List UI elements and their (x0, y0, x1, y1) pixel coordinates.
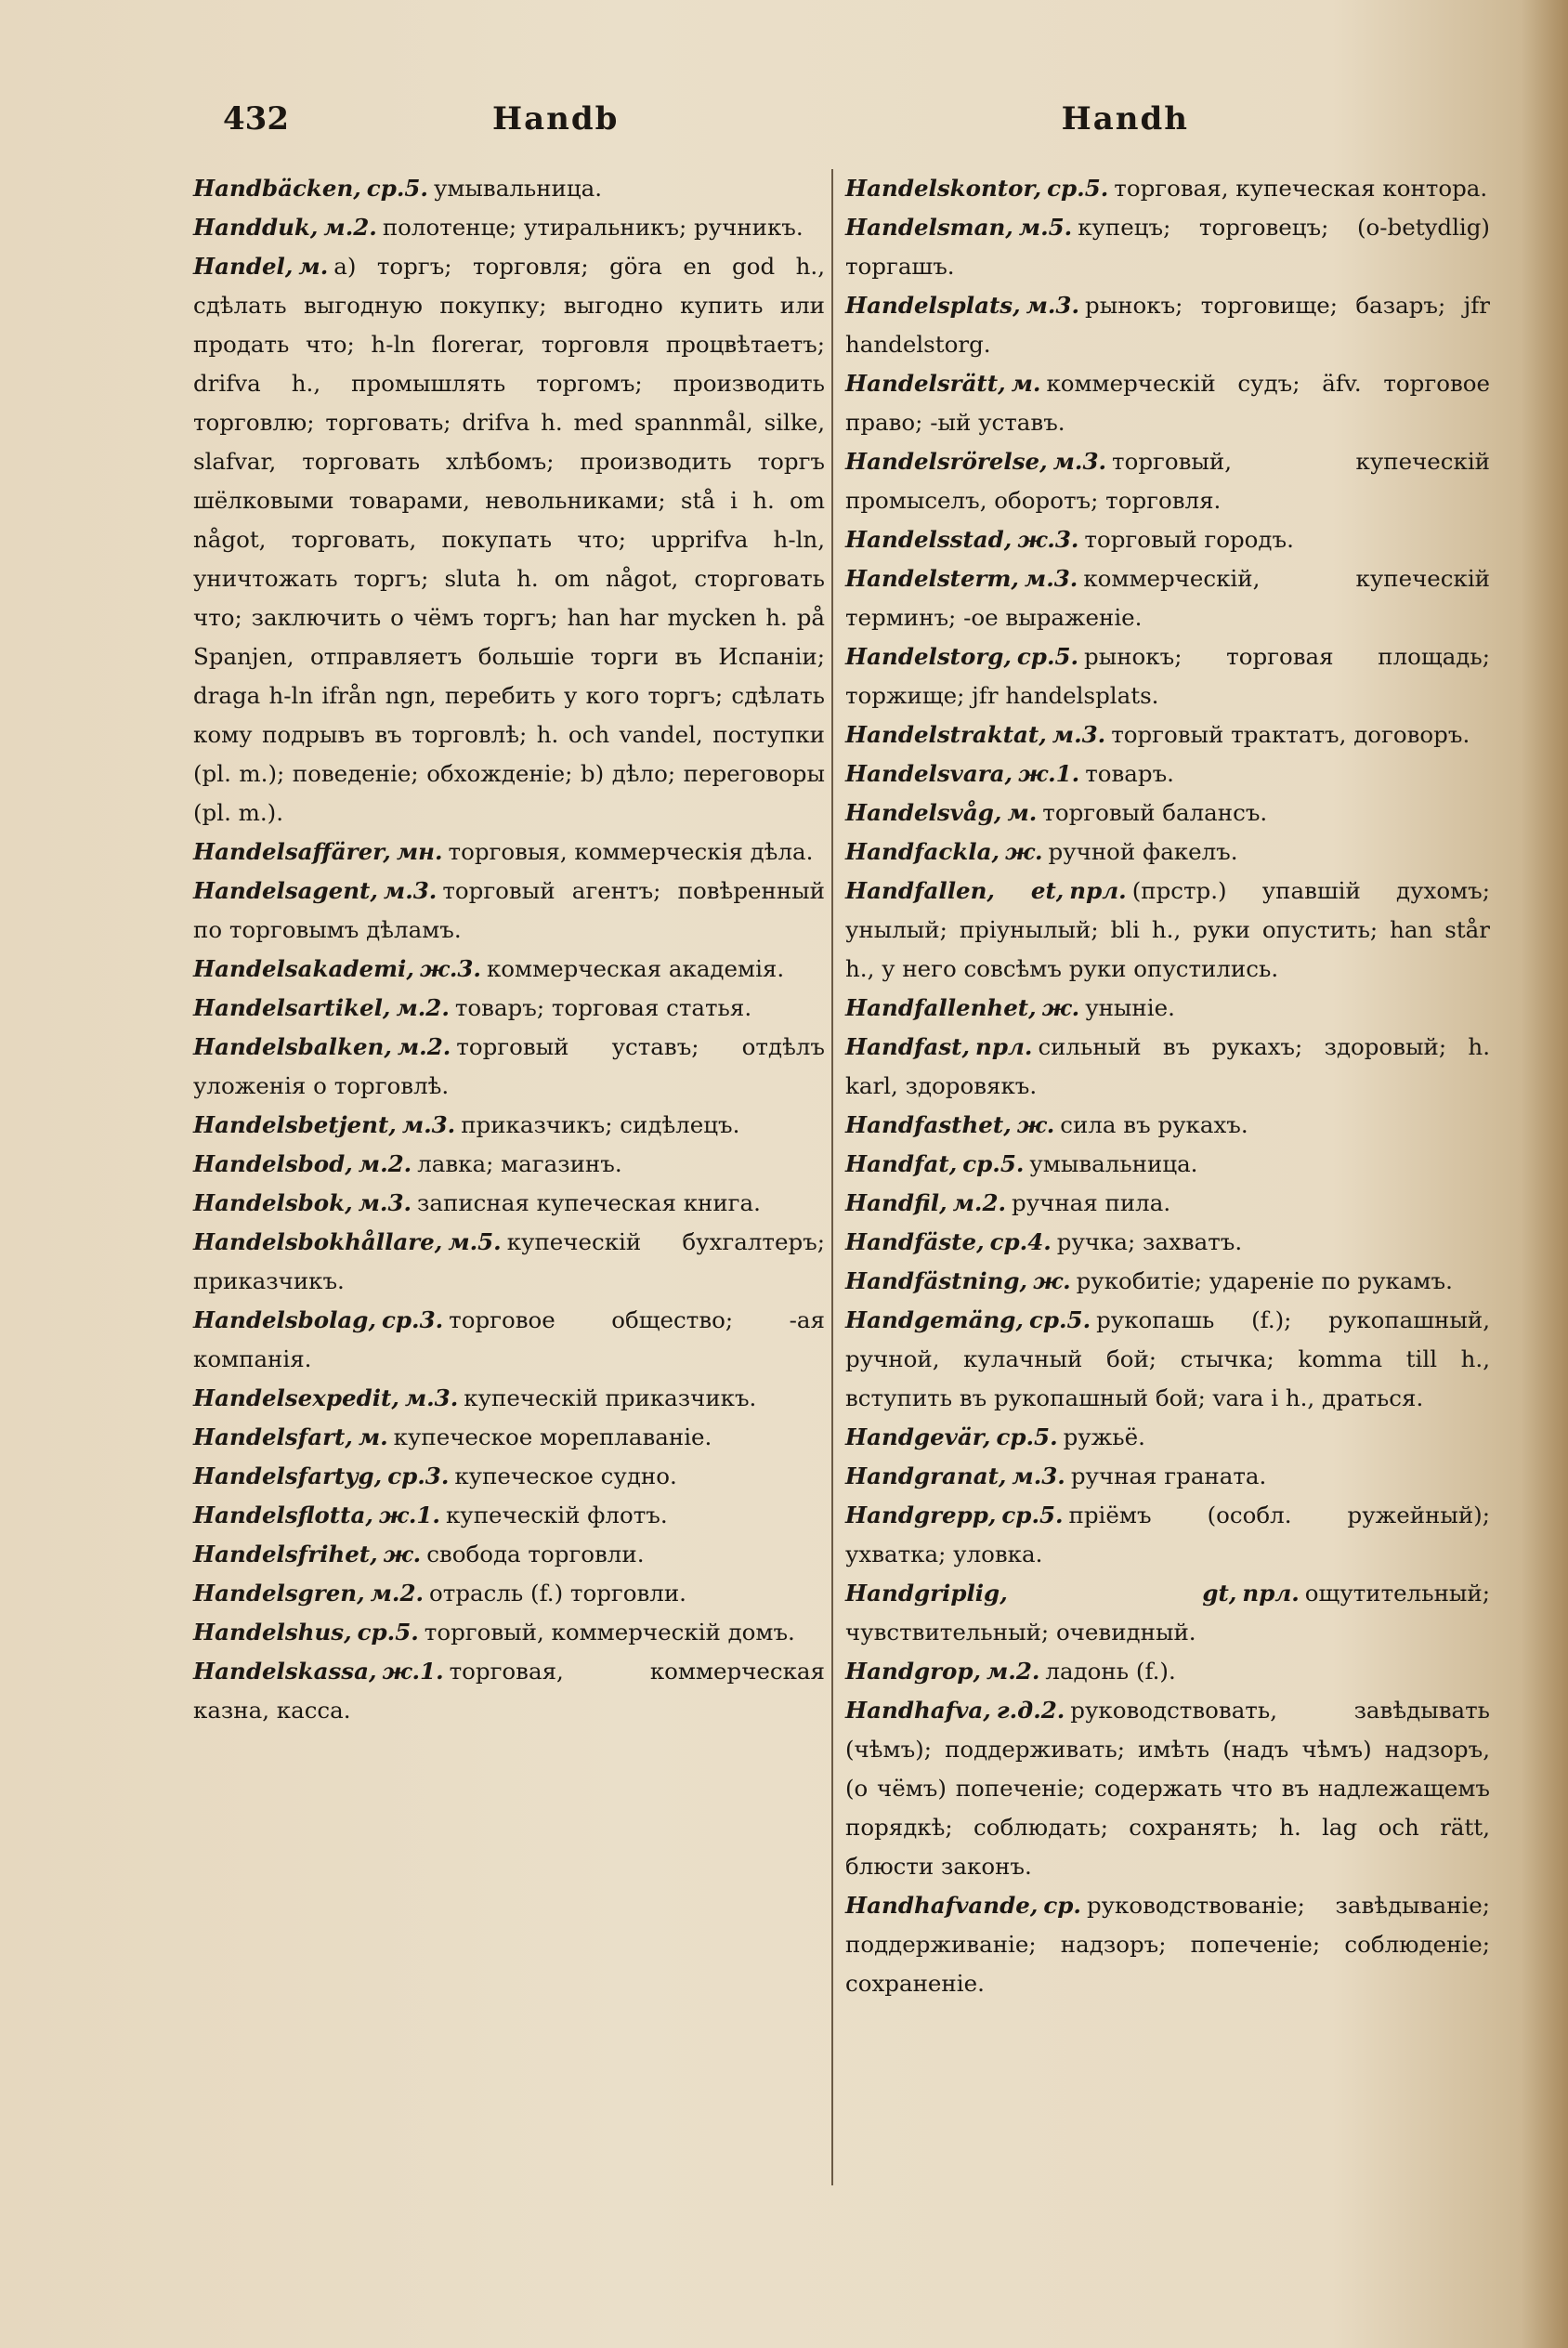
dictionary-entry (845, 208, 1490, 286)
definition: ручка; захватъ. (1056, 1228, 1243, 1255)
left-column (193, 169, 825, 1730)
headword: Handelskontor, (845, 175, 1042, 202)
grammar-label: ж.1. (1018, 760, 1080, 787)
definition: торговое общество; -ая компанія. (193, 1306, 825, 1372)
grammar-label: ср.5. (1016, 643, 1079, 670)
definition: торговый городъ. (1084, 526, 1294, 553)
grammar-label: ж. (1005, 838, 1043, 865)
headword: Handelsexpedit, (193, 1384, 399, 1411)
dictionary-entry (845, 754, 1490, 794)
definition: умывальница. (1029, 1150, 1198, 1177)
definition: коммерческій, купеческій терминъ; -ое выраженіе. (845, 565, 1490, 631)
dictionary-entry (845, 1418, 1490, 1457)
definition: торговая, купеческая контора. (1114, 175, 1488, 202)
grammar-label: м.2. (397, 1033, 451, 1060)
grammar-label: м.3. (1052, 721, 1106, 748)
definition: купеческій приказчикъ. (464, 1384, 757, 1411)
headword: Handelsflotta, (193, 1502, 373, 1528)
headword: Handelsplats, (845, 292, 1021, 319)
definition: приказчикъ; сидѣлецъ. (461, 1111, 740, 1138)
dictionary-entry (845, 637, 1490, 715)
definition: записная купеческая книга. (417, 1189, 761, 1216)
dictionary-entry (193, 1496, 825, 1535)
dictionary-entry (845, 1145, 1490, 1184)
grammar-label: м. (298, 253, 329, 280)
definition: рынокъ; торговая площадь; торжище; jfr handelsplats. (845, 643, 1490, 709)
definition: товаръ; торговая статья. (454, 994, 752, 1021)
grammar-label: м.2. (952, 1189, 1007, 1216)
headword: Handduk, (193, 214, 319, 241)
headword: Handgrop, (845, 1658, 982, 1685)
headword: Handelsrörelse, (845, 448, 1048, 475)
headword: Handhafvande, (845, 1892, 1039, 1919)
right-running-head: Handh (1061, 100, 1189, 138)
definition: коммерческій судъ; äfv. торговое право; -ый уставъ. (845, 370, 1490, 436)
dictionary-entry (193, 1457, 825, 1496)
grammar-label: м. (358, 1423, 388, 1450)
definition: a) торгъ; торговля; göra en god h., сдѣлать выгодную покупку; выгодно купить или продать что; h-ln florerar, торговля процвѣтаетъ; drifva h., промышлять торгомъ; производить торговлю; торговать; drifva h. med spannmål, silke, slafvar, торговать хлѣбомъ; производить торгъ шёлковыми товарами, невольниками; stå i h. om något, торговать, покупать что; upprifva h-ln, уничтожать торгъ; sluta h. om något, сторговать что; заключить о чёмъ торгъ; han har mycken h. på Spanjen, отправляетъ большіе торги въ Испаніи; draga h-ln ifrån ngn, перебить у кого торгъ; сдѣлать кому подрывъ въ торговлѣ; h. och vandel, поступки (pl. m.); поведеніе; обхожденіе; b) дѣло; переговоры (pl. m.). (193, 253, 825, 826)
grammar-label: м. (1007, 799, 1038, 826)
headword: Handelsartikel, (193, 994, 391, 1021)
dictionary-entry (193, 1223, 825, 1301)
grammar-label: м.5. (1018, 214, 1073, 241)
headword: Handelsbod, (193, 1150, 353, 1177)
dictionary-entry (845, 794, 1490, 833)
dictionary-entry (193, 1535, 825, 1574)
headword: Handfallen, et, (845, 877, 1065, 904)
grammar-label: ср.3. (381, 1306, 444, 1333)
headword: Handgriplig, gt, (845, 1580, 1237, 1607)
grammar-label: ср.5. (366, 175, 428, 202)
headword: Handelsagent, (193, 877, 378, 904)
dictionary-entry (845, 872, 1490, 989)
dictionary-entry (845, 169, 1490, 208)
grammar-label: ср.3. (387, 1463, 450, 1489)
headword: Handbäcken, (193, 175, 361, 202)
definition: руководствовать, завѣдывать (чѣмъ); поддерживать; имѣть (надъ чѣмъ) надзоръ, (о чёмъ) попеченіе; содержать что въ надлежащемъ порядкѣ; соблюдать; сохранять; h. lag och rätt, блюсти законъ. (845, 1697, 1490, 1880)
grammar-label: ср.5. (1047, 175, 1109, 202)
definition: рукопашь (f.); рукопашный, ручной, кулачный бой; стычка; komma till h., вступить въ рукопашный бой; vara i h., драться. (845, 1306, 1490, 1411)
definition: ручная пила. (1012, 1189, 1171, 1216)
grammar-label: мн. (396, 838, 443, 865)
dictionary-entry (845, 1691, 1490, 1886)
definition: торговый, купеческій промыселъ, оборотъ; торговля. (845, 448, 1490, 514)
headword: Handelsterm, (845, 565, 1019, 592)
definition: купеческое мореплаваніе. (393, 1423, 712, 1450)
grammar-label: м.3. (404, 1384, 459, 1411)
headword: Handelsvara, (845, 760, 1013, 787)
dictionary-entry (845, 1886, 1490, 2003)
headword: Handfast, (845, 1033, 971, 1060)
dictionary-entry (193, 872, 825, 950)
definition: торговый балансъ. (1042, 799, 1268, 826)
definition: сила въ рукахъ. (1060, 1111, 1248, 1138)
grammar-label: м.2. (987, 1658, 1040, 1685)
grammar-label: г.д.2. (996, 1697, 1065, 1724)
headword: Handel, (193, 253, 294, 280)
headword: Handelsbok, (193, 1189, 353, 1216)
headword: Handelsvåg, (845, 799, 1002, 826)
headword: Handelsfartyg, (193, 1463, 383, 1489)
grammar-label: м.5. (448, 1228, 502, 1255)
left-running-head: Handb (492, 100, 620, 138)
dictionary-entry (845, 989, 1490, 1028)
grammar-label: ср.5. (996, 1423, 1058, 1450)
definition: отрасль (f.) торговли. (429, 1580, 686, 1607)
grammar-label: ж. (1033, 1267, 1071, 1294)
definition: рынокъ; торговище; базаръ; jfr handelstorg. (845, 292, 1490, 358)
definition: ручная граната. (1070, 1463, 1267, 1489)
dictionary-entry (193, 1379, 825, 1418)
dictionary-entry (193, 247, 825, 833)
definition: торговый, коммерческій домъ. (424, 1619, 795, 1646)
grammar-label: м.3. (1052, 448, 1107, 475)
headword: Handfat, (845, 1150, 958, 1177)
grammar-label: м.2. (370, 1580, 425, 1607)
definition: (прстр.) упавшій духомъ; унылый; пріунылый; bli h., руки опустить; han står h., у него совсѣмъ руки опустились. (845, 877, 1491, 982)
headword: Handelsman, (845, 214, 1013, 241)
grammar-label: м.2. (396, 994, 450, 1021)
grammar-label: м. (1011, 370, 1041, 397)
definition: свобода торговли. (426, 1541, 645, 1568)
grammar-label: м.3. (1012, 1463, 1065, 1489)
headword: Handelsakademi, (193, 955, 414, 982)
headword: Handelsstad, (845, 526, 1013, 553)
headword: Handfasthet, (845, 1111, 1012, 1138)
definition: руководствованіе; завѣдываніе; поддерживаніе; надзоръ; попеченіе; соблюденіе; сохраненіе. (845, 1892, 1490, 1997)
running-header (223, 100, 1189, 147)
grammar-label: ср.5. (962, 1150, 1025, 1177)
dictionary-entry (845, 520, 1490, 559)
definition: торговая, коммерческая казна, касса. (193, 1658, 825, 1724)
headword: Handfäste, (845, 1228, 985, 1255)
dictionary-entry (193, 208, 825, 247)
dictionary-entry (193, 1652, 825, 1730)
grammar-label: ж. (383, 1541, 422, 1568)
dictionary-entry (845, 1262, 1490, 1301)
grammar-label: ж.1. (378, 1502, 440, 1528)
headword: Handgevär, (845, 1423, 991, 1450)
definition: коммерческая академія. (486, 955, 785, 982)
dictionary-entry (845, 559, 1490, 637)
dictionary-entry (845, 1184, 1490, 1223)
headword: Handfackla, (845, 838, 1000, 865)
grammar-label: м.3. (358, 1189, 412, 1216)
grammar-label: ср.5. (1028, 1306, 1091, 1333)
grammar-label: м.2. (358, 1150, 412, 1177)
headword: Handhafva, (845, 1697, 991, 1724)
dictionary-entry (193, 169, 825, 208)
definition: умывальница. (433, 175, 603, 202)
definition: торговыя, коммерческія дѣла. (448, 838, 814, 865)
dictionary-entry (193, 1028, 825, 1106)
headword: Handelstraktat, (845, 721, 1047, 748)
definition: лавка; магазинъ. (417, 1150, 622, 1177)
definition: торговый уставъ; отдѣлъ уложенія о торговлѣ. (193, 1033, 825, 1099)
grammar-label: ж. (1041, 994, 1080, 1021)
headword: Handelstorg, (845, 643, 1012, 670)
dictionary-entry (193, 1106, 825, 1145)
grammar-label: м.3. (1024, 565, 1078, 592)
headword: Handelsfart, (193, 1423, 353, 1450)
definition: ощутительный; чувствительный; очевидный. (845, 1580, 1490, 1646)
headword: Handelskassa, (193, 1658, 377, 1685)
dictionary-entry (845, 364, 1490, 442)
headword: Handfil, (845, 1189, 947, 1216)
headword: Handfästning, (845, 1267, 1028, 1294)
dictionary-entry (193, 1574, 825, 1613)
headword: Handelsbolag, (193, 1306, 376, 1333)
headword: Handelsbetjent, (193, 1111, 397, 1138)
dictionary-entry (845, 715, 1490, 754)
definition: купеческій бухгалтеръ; приказчикъ. (193, 1228, 825, 1294)
definition: товаръ. (1085, 760, 1174, 787)
dictionary-entry (845, 833, 1490, 872)
dictionary-entry (193, 1301, 825, 1379)
grammar-label: ж.3. (1017, 526, 1079, 553)
headword: Handgrepp, (845, 1502, 997, 1528)
headword: Handelsaffärer, (193, 838, 391, 865)
headword: Handgranat, (845, 1463, 1007, 1489)
definition: рукобитіе; удареніе по рукамъ. (1076, 1267, 1453, 1294)
headword: Handelsgren, (193, 1580, 365, 1607)
dictionary-entry (845, 1496, 1490, 1574)
definition: ладонь (f.). (1045, 1658, 1176, 1685)
headword: Handelsrätt, (845, 370, 1006, 397)
definition: торговый трактатъ, договоръ. (1111, 721, 1470, 748)
dictionary-entry (193, 1418, 825, 1457)
dictionary-entry (845, 1457, 1490, 1496)
dictionary-entry (845, 1106, 1490, 1145)
right-column (845, 169, 1490, 2003)
dictionary-entry (193, 1184, 825, 1223)
grammar-label: м.2. (323, 214, 377, 241)
grammar-label: ж. (1016, 1111, 1055, 1138)
dictionary-entry (845, 442, 1490, 520)
dictionary-entry (193, 833, 825, 872)
grammar-label: ср.5. (357, 1619, 419, 1646)
headword: Handelsbokhållare, (193, 1228, 443, 1255)
dictionary-entry (845, 1301, 1490, 1418)
definition: купеческое судно. (454, 1463, 677, 1489)
definition: уныніе. (1085, 994, 1175, 1021)
dictionary-entry (845, 1028, 1490, 1106)
grammar-label: ж.1. (382, 1658, 444, 1685)
headword: Handgemäng, (845, 1306, 1024, 1333)
definition: купеческій флотъ. (445, 1502, 668, 1528)
grammar-label: прл. (975, 1033, 1033, 1060)
dictionary-entry (193, 1145, 825, 1184)
dictionary-entry (845, 286, 1490, 364)
dictionary-entry (845, 1574, 1490, 1652)
headword: Handelsfrihet, (193, 1541, 378, 1568)
grammar-label: ср.5. (1001, 1502, 1064, 1528)
grammar-label: м.3. (1026, 292, 1080, 319)
dictionary-entry (845, 1652, 1490, 1691)
definition: полотенце; утиральникъ; ручникъ. (382, 214, 804, 241)
headword: Handfallenhet, (845, 994, 1037, 1021)
dictionary-entry (193, 950, 825, 989)
definition: торговый агентъ; повѣренный по торговымъ дѣламъ. (193, 877, 825, 943)
definition: купецъ; торговецъ; (o-betydlig) торгашъ. (845, 214, 1490, 280)
dictionary-entry (845, 1223, 1490, 1262)
grammar-label: прл. (1069, 877, 1127, 904)
grammar-label: ср. (1043, 1892, 1081, 1919)
column-divider (831, 169, 833, 2185)
definition: ружьё. (1063, 1423, 1145, 1450)
definition: сильный въ рукахъ; здоровый; h. karl, здоровякъ. (845, 1033, 1490, 1099)
headword: Handelsbalken, (193, 1033, 392, 1060)
grammar-label: прл. (1242, 1580, 1300, 1607)
grammar-label: м.3. (383, 877, 438, 904)
grammar-label: ж.3. (419, 955, 481, 982)
definition: пріёмъ (особл. ружейный); ухватка; уловка. (845, 1502, 1490, 1568)
headword: Handelshus, (193, 1619, 352, 1646)
grammar-label: ср.4. (989, 1228, 1052, 1255)
dictionary-entry (193, 989, 825, 1028)
definition: ручной факелъ. (1048, 838, 1238, 865)
page-number: 432 (223, 100, 289, 138)
grammar-label: м.3. (401, 1111, 456, 1138)
dictionary-entry (193, 1613, 825, 1652)
